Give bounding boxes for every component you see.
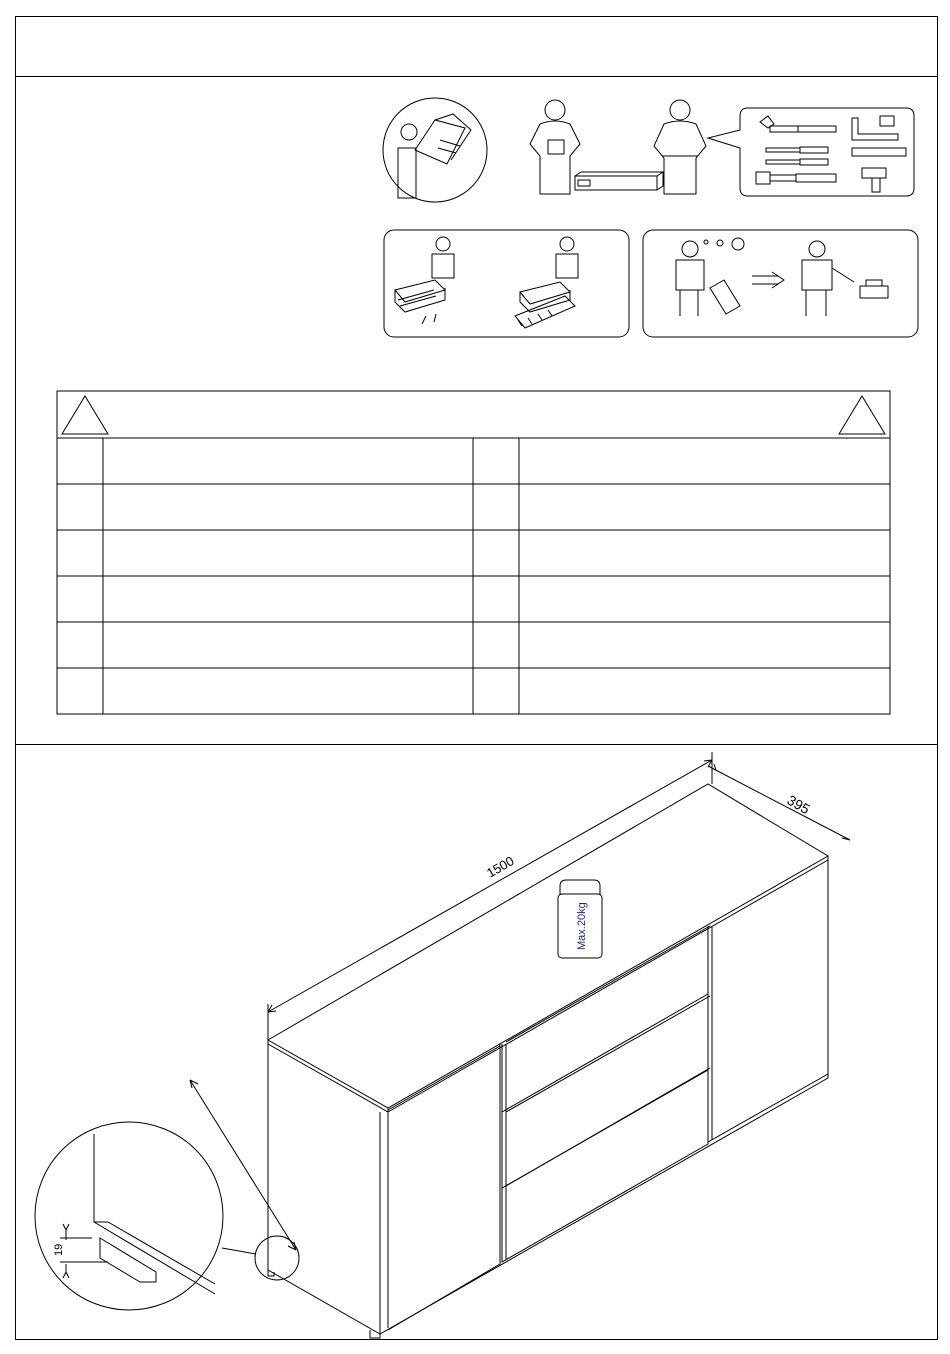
- max-load-label: Max.20kg: [576, 902, 588, 950]
- read-manual-icon: [383, 98, 487, 202]
- two-person-icon: [530, 100, 706, 194]
- warning-triangle-icon: [839, 396, 885, 434]
- call-support-icon: [643, 230, 918, 337]
- detail-dimension-label: 19: [53, 1243, 65, 1256]
- sideboard-drawing: [35, 752, 850, 1338]
- tools-icon: [708, 108, 914, 196]
- warning-triangle-icon: [62, 396, 108, 434]
- warning-table: [57, 391, 890, 714]
- protect-surface-icon: [384, 230, 629, 337]
- width-dimension-label: 1500: [484, 853, 517, 881]
- depth-dimension-label: 395: [784, 791, 813, 818]
